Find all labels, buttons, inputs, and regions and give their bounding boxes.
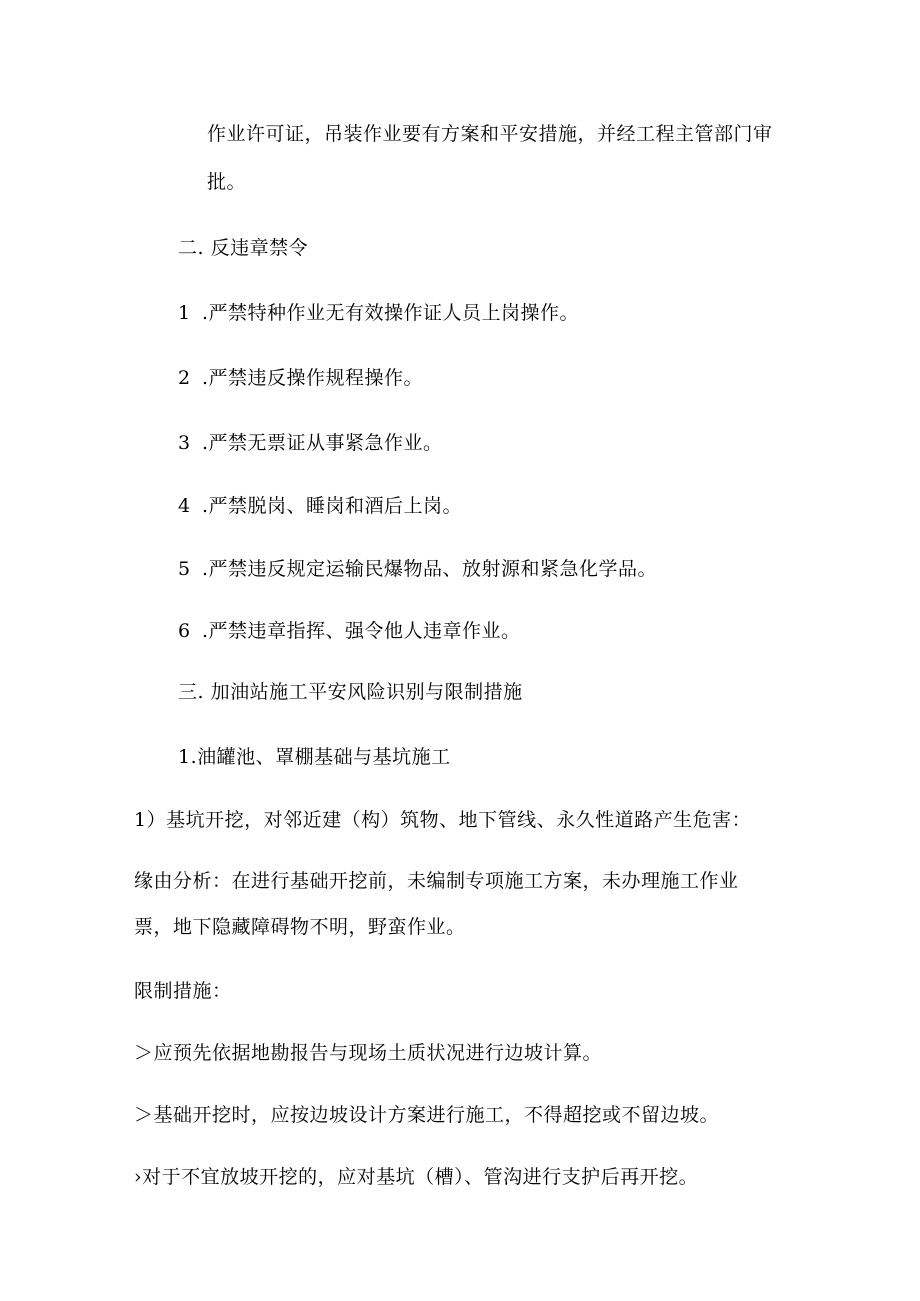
prohibition-number: 5 xyxy=(178,558,191,580)
measure-item: ＞基础开挖时，应按边坡设计方案进行施工，不得超挖或不留边坡。 xyxy=(134,1104,720,1126)
prohibition-item xyxy=(178,366,423,390)
prohibition-number: 1 xyxy=(178,302,191,324)
prohibition-text: .严禁特种作业无有效操作证人员上岗操作。 xyxy=(202,302,580,324)
prohibition-item xyxy=(178,494,462,518)
prohibition-item xyxy=(178,431,443,455)
prohibition-text: .严禁违章指挥、强令他人违章作业。 xyxy=(202,620,521,642)
prohibition-item xyxy=(178,557,657,581)
prohibition-text: .严禁脱岗、睡岗和酒后上岗。 xyxy=(202,495,463,517)
cause-analysis-line-1: 缘由分析：在进行基础开挖前，未编制专项施工方案，未办理施工作业 xyxy=(134,870,739,892)
prohibition-item xyxy=(178,619,521,643)
prohibition-number: 4 xyxy=(178,495,191,517)
prohibition-text: .严禁违反规定运输民爆物品、放射源和紧急化学品。 xyxy=(202,558,658,580)
measures-label: 限制措施： xyxy=(134,980,232,1002)
prohibition-text: .严禁违反操作规程操作。 xyxy=(202,367,424,389)
cause-analysis-line-2: 票，地下隐藏障碍物不明，野蛮作业。 xyxy=(134,916,466,938)
measure-item: ›对于不宜放坡开挖的，应对基坑（槽）、管沟进行支护后再开挖。 xyxy=(134,1166,699,1188)
prohibition-number: 2 xyxy=(178,367,191,389)
intro-line-2: 批。 xyxy=(207,171,247,193)
section-2-heading: 二. 反违章禁令 xyxy=(178,237,309,259)
intro-line-1: 作业许可证，吊装作业要有方案和平安措施，并经工程主管部门审 xyxy=(207,123,773,145)
prohibition-item xyxy=(178,301,579,325)
prohibition-number: 3 xyxy=(178,432,191,454)
measure-item: ＞应预先依据地勘报告与现场土质状况进行边坡计算。 xyxy=(134,1042,603,1064)
subsection-1-heading: 1.油罐池、罩棚基础与基坑施工 xyxy=(178,746,451,768)
prohibition-text: .严禁无票证从事紧急作业。 xyxy=(202,432,443,454)
item-1-title: 1）基坑开挖，对邻近建（构）筑物、地下管线、永久性道路产生危害： xyxy=(134,809,752,831)
section-3-heading: 三. 加油站施工平安风险识别与限制措施 xyxy=(178,681,523,703)
prohibition-number: 6 xyxy=(178,620,191,642)
